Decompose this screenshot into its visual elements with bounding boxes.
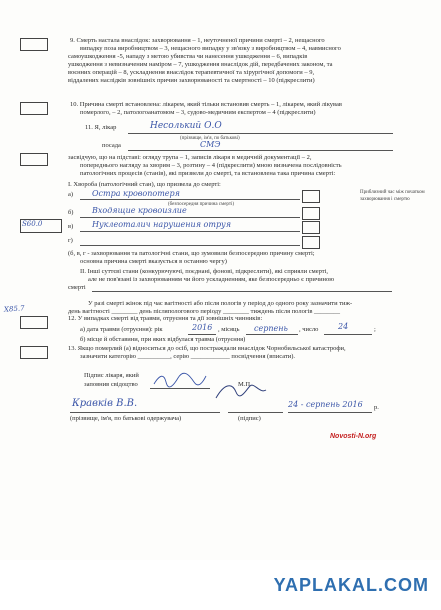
row-a-time-box[interactable] [302, 190, 320, 203]
side-note: Приблизний час між початком захворювання і смертю [360, 190, 425, 202]
explanation-line-2: основна причина смерті вказується в останню чергу) [80, 258, 227, 265]
date-handwritten: 24 - серпень 2016 [288, 400, 363, 409]
certify-line-1: засвідчую, що на підставі: огляду трупа – 1, записів лікаря в медичній документації – 2, [68, 154, 312, 161]
row-b-line [80, 217, 300, 218]
item-9-line-3: самоушкодження -5, нападу з метою убивства чи нанесення ушкодження – 6, випадків [68, 53, 308, 60]
doctor-name-caption: (прізвище, ім'я, по батькові) [180, 136, 240, 141]
part1-title: І. Хвороба (патологічний стан), що призвела до смерті: [68, 181, 221, 188]
row-g-time-box[interactable] [302, 236, 320, 249]
row-c-line [80, 231, 300, 232]
item-9-line-6: віддалених наслідків зовнішніх причин захворюваності та смертності – 10 (підкреслити) [68, 77, 315, 84]
pregnancy-line-2: день вагітності ________ день післяпологового періоду ________ тиждень після пологів ________ [68, 308, 341, 315]
item-9-line-2: випадку поза виробництвом – 3, нещасного випадку у зв'язку з виробництвом – 4, навмисного [80, 45, 341, 52]
part2-line [92, 291, 392, 292]
checkbox-item-13[interactable] [20, 346, 48, 359]
row-a-label: а) [68, 191, 74, 198]
row-c-label: в) [68, 223, 74, 230]
recipient-name-handwritten: Кравків В.В. [72, 398, 138, 409]
trauma-month: серпень [254, 324, 288, 333]
part2-line-2: але не пов'язані із захворюванням чи його ускладненням, яке безпосередньо є причиною [88, 276, 335, 283]
trauma-day: 24 [338, 322, 349, 331]
item-12-title: 12. У випадках смерті від травми, отруєння та дії зовнішніх чинників: [68, 315, 263, 322]
row-g-line [80, 245, 300, 246]
trauma-month-label: , місяць [218, 326, 240, 333]
trauma-place-label: б) місце й обставини, при яких відбулася травма (отруєння) [80, 336, 246, 343]
doctor-name-handwritten: Несолький О.О [150, 121, 222, 131]
row-a-handwritten: Остра кровопотеря [92, 189, 180, 198]
signed-label-1: Підпис лікаря, який [84, 372, 139, 379]
date-line [288, 412, 372, 413]
source-label: Novosti-N.org [330, 433, 377, 440]
position-label: посада [102, 142, 121, 149]
margin-code-1: S60.0 [22, 220, 43, 228]
item-10-line-1: 10. Причина смерті встановлена: лікарем, який тільки встановив смерть – 1, лікарем, який лікував [70, 101, 342, 108]
pregnancy-line-1: У разі смерті жінок під час вагітності або після пологів у період до одного року зазначити тиж- [88, 300, 353, 307]
trauma-year-line [188, 334, 216, 335]
signed-label-2: заповнив свідоцтво [84, 381, 138, 388]
item-13-line-1: 13. Якщо померлий (а) відноситься до осіб, що постраждали внаслідок Чорнобильської катастрофи, [68, 345, 346, 352]
recipient-sign-caption: (підпис) [238, 415, 261, 422]
checkbox-item-11[interactable] [20, 153, 48, 166]
trauma-date-label: а) дата травми (отруєння): рік [80, 326, 163, 333]
part2-line-3: смерті [68, 284, 86, 291]
doctor-signature-mark [150, 370, 208, 390]
stamp-signature-icon [210, 380, 270, 404]
site-watermark: YAPLAKAL.COM [273, 575, 429, 595]
trauma-day-suffix: ; [374, 326, 376, 333]
row-a-caption: (безпосередня причина смерті) [168, 202, 235, 207]
row-c-handwritten: Нуклеоталич нарушения отруя [92, 220, 231, 229]
year-suffix: р. [374, 404, 379, 411]
recipient-name-line [70, 412, 220, 413]
recipient-name-caption: (прізвище, ім'я, по батькові одержувача) [70, 415, 182, 422]
row-b-time-box[interactable] [302, 207, 320, 220]
doctor-name-line [128, 133, 393, 134]
certify-line-3: патологічних процесів (станів), які призвели до смерті, та встановлена така причина смерті: [80, 170, 336, 177]
trauma-day-label: , число [299, 326, 319, 333]
row-a-line [80, 199, 300, 200]
row-b-handwritten: Входящие кровоизлие [92, 206, 187, 215]
trauma-day-line [324, 334, 372, 335]
explanation-line-1: (б, в, г - захворювання та патологічні стани, що зумовили безпосередню причину смерті; [68, 250, 315, 257]
checkbox-item-12[interactable] [20, 316, 48, 329]
item-9-line-5: воєнних операцій – 8, ускладнення внаслідок терапевтичної та хірургічної допомоги – 9, [68, 69, 315, 76]
checkbox-item-9[interactable] [20, 38, 48, 51]
row-c-time-box[interactable] [302, 221, 320, 234]
trauma-year: 2016 [192, 323, 213, 332]
trauma-month-line [246, 334, 298, 335]
row-b-label: б) [68, 209, 74, 216]
recipient-sign-line [228, 412, 283, 413]
item-9-line-1: 9. Смерть настала внаслідок: захворювання – 1, неуточненої причини смерті – 2, нещасного [70, 37, 325, 44]
position-handwritten: СМЭ [200, 140, 221, 149]
position-line [128, 150, 393, 151]
checkbox-item-10[interactable] [20, 102, 48, 115]
part2-line-1: ІІ. Інші суттєві стани (конкурючуючі, поєднані, фонові, підкреслити), які сприяли смерті, [80, 268, 329, 275]
row-g-label: г) [68, 237, 73, 244]
margin-code-2: X85.7 [3, 304, 25, 314]
stamp-mp: М.П. [238, 381, 252, 388]
doctor-label: 11. Я, лікар [85, 124, 117, 131]
item-9-line-4: ушкодження з невизначеним наміром – 7, ушкодження внаслідок дій, передбачених законом, та [68, 61, 333, 68]
item-13-line-2: зазначити категорію __________, серію ____________ посвідчення (вписати). [80, 353, 296, 360]
item-10-line-2: померлого, – 2, патологоанатомом – 3, судово-медичним експертом – 4 (підкреслити) [80, 109, 316, 116]
certify-line-2: попереднього нагляду за хворим – 3, розтину – 4 (підкреслити) мною визначена послідовність [80, 162, 342, 169]
